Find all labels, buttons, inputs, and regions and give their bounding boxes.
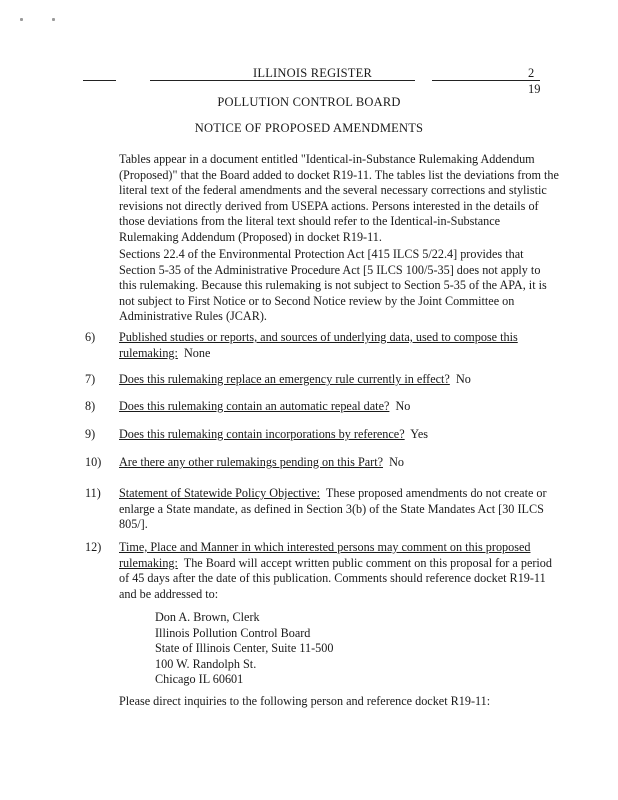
address-line: Don A. Brown, Clerk <box>155 610 260 624</box>
item-8 <box>119 399 559 415</box>
item-answer: The Board will accept written public comment on this proposal for a period of 45 days after the date of this publication. Comments should reference docket R19-11 and be addressed to: <box>119 555 552 601</box>
scan-mark <box>20 18 23 21</box>
address-line: State of Illinois Center, Suite 11-500 <box>155 641 334 656</box>
page-number: 2 <box>528 66 535 80</box>
scan-mark <box>52 18 55 21</box>
item-number: 8) <box>85 399 96 413</box>
item-answer: These proposed amendments do not create or enlarge a State mandate, as defined in Section 3(b) of the State Mandates Act [30 ILCS 805/]. <box>119 486 547 532</box>
address-line: 100 W. Randolph St. <box>155 656 257 671</box>
item-number: 6) <box>85 330 96 344</box>
agency-name: POLLUTION CONTROL BOARD <box>217 95 401 109</box>
closing-line: Please direct inquiries to the following person and reference docket R19-11: <box>119 694 491 708</box>
item-7 <box>119 372 559 388</box>
clerk-address <box>155 610 333 688</box>
item-label: Does this rulemaking contain an automatic repeal date? <box>119 399 390 413</box>
header-rule <box>83 80 116 81</box>
issue-number: 19 <box>528 82 541 96</box>
item-label: Does this rulemaking replace an emergency rule currently in effect? <box>119 372 450 386</box>
item-label: Are there any other rulemakings pending on this Part? <box>119 455 383 469</box>
address-line: Chicago IL 60601 <box>155 672 244 687</box>
item-number: 11) <box>85 486 101 500</box>
header-rule <box>432 80 540 81</box>
item-answer: No <box>395 399 411 413</box>
item-12 <box>119 540 559 602</box>
item-9 <box>119 427 559 443</box>
item-label: Statement of Statewide Policy Objective: <box>119 486 321 500</box>
item-number: 9) <box>85 427 96 441</box>
address-line: Illinois Pollution Control Board <box>155 625 311 640</box>
paragraph-sections: Sections 22.4 of the Environmental Protection Act [415 ILCS 5/22.4] provides that Section 5-35 of the Administrative Procedure Act [5 ILCS 100/5-35] does not apply to this rulemaking. Because this rulemaking is not subject to Section 5-35 of the APA, it is not subject to First Notice or to Second Notice review by the Joint Committee on Administrative Rules (JCAR). <box>119 247 547 324</box>
paragraph-tables: Tables appear in a document entitled "Identical-in-Substance Rulemaking Addendum (Proposed)" that the Board added to docket R19-11. The tables list the deviations from the literal text of the federal amendments and the several necessary corrections and stylistic revisions not directly derived from USEPA actions. Persons interested in the details of those deviations from the literal text should refer to the Identical-in-Substance Rulemaking Addendum (Proposed) in docket R19-11. <box>119 152 559 244</box>
item-answer: No <box>389 455 404 469</box>
item-answer: Yes <box>410 427 429 441</box>
item-10 <box>119 455 559 471</box>
item-number: 10) <box>85 455 102 469</box>
item-11 <box>119 486 559 533</box>
item-answer: No <box>455 372 471 386</box>
item-answer: None <box>183 345 211 360</box>
item-number: 7) <box>85 372 96 386</box>
notice-title: NOTICE OF PROPOSED AMENDMENTS <box>194 121 424 135</box>
item-label: Published studies or reports, and sources of underlying data, used to compose this rulemaking: <box>119 330 518 360</box>
item-label: Time, Place and Manner in which interested persons may comment on this proposed rulemaking: <box>119 540 531 570</box>
item-label: Does this rulemaking contain incorporations by reference? <box>119 427 405 441</box>
item-6 <box>119 330 559 361</box>
item-number: 12) <box>85 540 102 554</box>
register-title: ILLINOIS REGISTER <box>253 66 373 80</box>
